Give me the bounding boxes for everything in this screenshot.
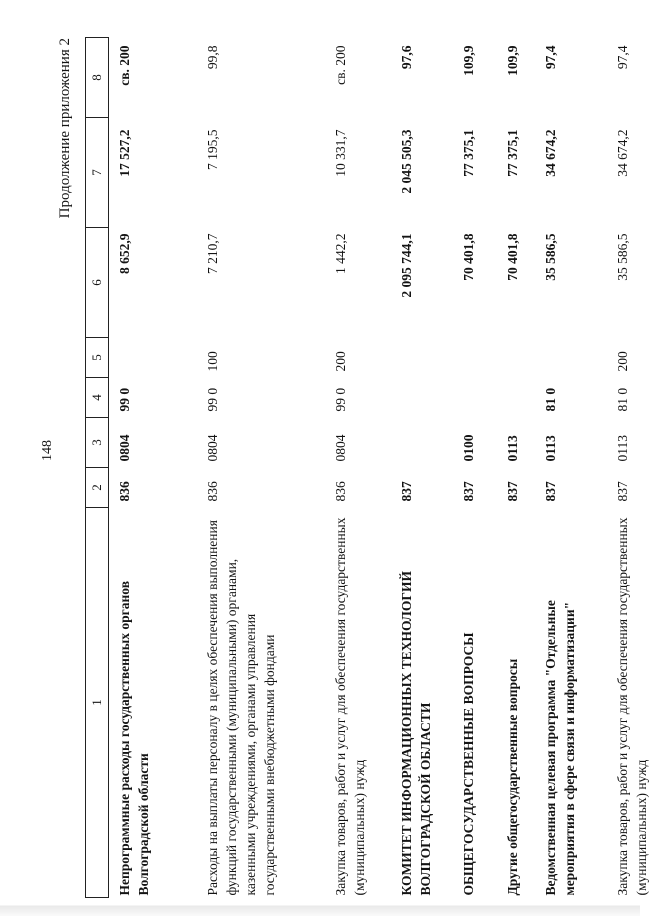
row-col2: 837 [504, 481, 520, 502]
row-col7: 2 045 505,3 [398, 129, 414, 194]
row-col8: 97,6 [398, 45, 414, 70]
table-row [109, 38, 197, 898]
row-col5: 200 [614, 351, 630, 372]
row-col6: 70 401,8 [504, 233, 520, 281]
row-col7: 77 375,1 [460, 129, 476, 177]
table-row [453, 38, 497, 898]
table-row [391, 38, 453, 898]
row-col4: 81 0 [542, 387, 558, 412]
row-col5 [497, 338, 535, 378]
row-col4 [391, 378, 453, 418]
row-name: Другие общегосударственные вопросы [504, 658, 520, 896]
row-col7: 34 674,2 [542, 129, 558, 177]
row-col8: 109,9 [460, 45, 476, 76]
budget-table [85, 37, 667, 898]
row-col6: 1 442,2 [332, 233, 348, 274]
table-header-row [86, 38, 109, 898]
row-col6: 8 652,9 [117, 233, 132, 274]
row-name: Расходы на выплаты персоналу в целях обеспечения выполнения функций государственными (муниципальными) органами, казенными учреждениями, органами управления государственными внебюджетными фондами [204, 520, 277, 896]
row-col5 [535, 338, 607, 378]
column-header-1: 1 [86, 508, 109, 898]
table-row [535, 38, 607, 898]
row-col6: 35 586,5 [614, 233, 630, 281]
row-col7: 10 331,7 [332, 129, 348, 177]
row-col2: 836 [204, 481, 220, 502]
row-name: ОБЩЕГОСУДАРСТВЕННЫЕ ВОПРОСЫ [460, 632, 476, 896]
row-col3: 0804 [332, 434, 348, 462]
continuation-label: Продолжение приложения 2 [57, 38, 73, 219]
row-col5 [391, 338, 453, 378]
column-header-6: 6 [86, 228, 109, 338]
row-col8: 109,9 [504, 45, 520, 76]
row-col5 [109, 338, 197, 378]
row-col4 [453, 378, 497, 418]
row-col6: 2 095 744,1 [398, 233, 414, 298]
column-header-3: 3 [86, 418, 109, 468]
row-col7: 77 375,1 [504, 129, 520, 177]
row-col4: 99 0 [332, 387, 348, 412]
row-col7: 17 527,2 [117, 129, 132, 177]
row-col6: 70 401,8 [460, 233, 476, 281]
row-col4 [497, 378, 535, 418]
row-col3: 0804 [204, 434, 220, 462]
column-header-4: 4 [86, 378, 109, 418]
row-col3: 0804 [117, 434, 132, 462]
row-col2: 836 [117, 481, 132, 502]
row-col6: 35 586,5 [542, 233, 558, 281]
row-col8: 97,4 [542, 45, 558, 70]
table-row [607, 38, 667, 898]
column-header-7: 7 [86, 118, 109, 228]
row-name: Закупка товаров, работ и услуг для обеспечения государственных (муниципальных) нужд [614, 517, 649, 896]
row-name: Ведомственная целевая программа "Отдельные мероприятия в сфере связи и информатизации" [542, 600, 577, 896]
table-row [325, 38, 391, 898]
row-name: Непрограммные расходы государственных органов Волгоградской области [117, 580, 151, 896]
row-col6: 7 210,7 [204, 233, 220, 274]
column-header-5: 5 [86, 338, 109, 378]
row-col8: 99,8 [204, 45, 220, 70]
row-col5: 100 [204, 351, 220, 372]
row-col3: 0100 [460, 434, 476, 462]
row-col8: св. 200 [117, 45, 132, 86]
row-col2: 837 [398, 481, 414, 502]
row-name: КОМИТЕТ ИНФОРМАЦИОННЫХ ТЕХНОЛОГИЙ ВОЛГОГРАДСКОЙ ОБЛАСТИ [398, 571, 433, 896]
row-name: Закупка товаров, работ и услуг для обеспечения государственных (муниципальных) нужд [332, 517, 367, 896]
row-col3: 0113 [504, 435, 520, 462]
row-col3: 0113 [614, 435, 630, 462]
row-col3 [391, 418, 453, 468]
row-col2: 836 [332, 481, 348, 502]
row-col4: 81 0 [614, 387, 630, 412]
row-col4: 99 0 [117, 387, 132, 412]
row-col7: 7 195,5 [204, 129, 220, 170]
row-col2: 837 [614, 481, 630, 502]
row-col2: 837 [460, 481, 476, 502]
page-number: 148 [40, 440, 55, 461]
row-col5 [453, 338, 497, 378]
column-header-2: 2 [86, 468, 109, 508]
row-col3: 0113 [542, 435, 558, 462]
row-col5: 200 [332, 351, 348, 372]
table-row [497, 38, 535, 898]
row-col4: 99 0 [204, 387, 220, 412]
table-row [197, 38, 325, 898]
row-col7: 34 674,2 [614, 129, 630, 177]
column-header-8: 8 [86, 38, 109, 118]
row-col2: 837 [542, 481, 558, 502]
row-col8: 97,4 [614, 45, 630, 70]
row-col8: св. 200 [332, 45, 348, 85]
